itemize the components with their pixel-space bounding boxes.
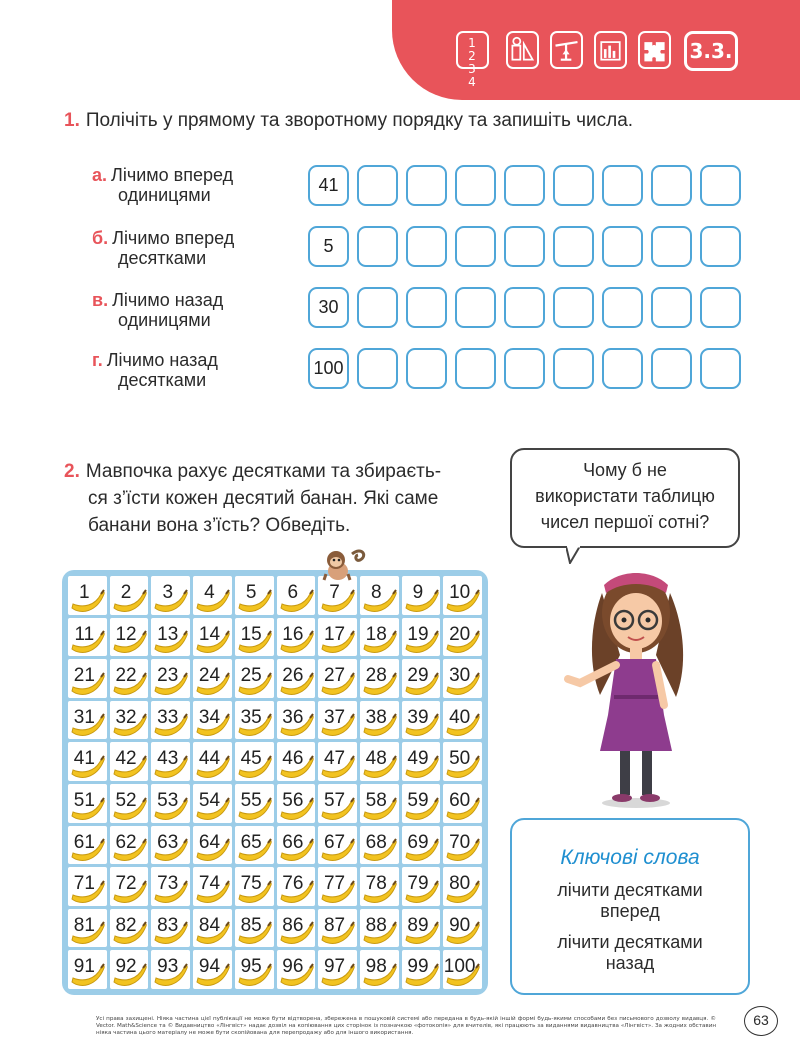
grid-cell-number: 71 <box>73 873 95 895</box>
answer-box[interactable] <box>406 165 447 206</box>
row-letter: а. <box>92 165 108 185</box>
grid-cell-number: 11 <box>74 623 95 645</box>
grid-cell[interactable] <box>151 742 190 781</box>
copyright-notice: Усі права захищені. Ніяка частина цієї публікації не може бути відтворена, збережена в пошуковій системі або передана в будь-якій іншій формі будь-якими способами без письмового дозволу видавця. © Vector. Math&Science та © Видавництво «Лінгвіст» надає дозвіл на копіювання цих сторінок із позначкою «фотокопія» для вчителів, які працюють за виданнями видавництва «Лінгвіст». За жодних обставин ніяка частина цього матеріалу не може бути скопійована для перепродажу або для іншого використання. <box>96 1016 716 1036</box>
answer-box[interactable] <box>504 165 545 206</box>
grid-cell[interactable] <box>110 701 149 740</box>
task1-row-b-label <box>92 228 234 268</box>
grid-cell[interactable] <box>151 867 190 906</box>
keyword-line: лічити десятками <box>557 932 703 952</box>
answer-box[interactable] <box>455 226 496 267</box>
grid-cell-number: 9 <box>412 582 424 603</box>
bubble-line2: використати таблицю <box>535 486 715 506</box>
grid-cell-number: 10 <box>449 582 471 603</box>
grid-cell[interactable] <box>443 909 482 948</box>
row-label-line2: одиницями <box>118 310 211 330</box>
grid-cell[interactable] <box>360 701 399 740</box>
grid-cell-number: 18 <box>365 623 387 645</box>
grid-cell-number: 42 <box>115 748 137 770</box>
grid-cell-number: 3 <box>162 582 174 603</box>
answer-box[interactable] <box>651 226 692 267</box>
grid-cell[interactable] <box>193 826 232 865</box>
grid-cell-number: 86 <box>282 914 304 936</box>
grid-cell-number: 7 <box>329 582 340 603</box>
task2-number: 2. <box>64 461 80 482</box>
grid-cell[interactable] <box>151 784 190 823</box>
grid-cell[interactable] <box>68 950 107 989</box>
answer-box[interactable] <box>406 287 447 328</box>
grid-cell-number: 39 <box>407 706 429 728</box>
grid-cell[interactable] <box>402 826 441 865</box>
grid-cell[interactable] <box>110 826 149 865</box>
grid-cell-number: 80 <box>449 873 471 895</box>
grid-cell-number: 36 <box>282 706 304 728</box>
page-number: 63 <box>744 1006 778 1036</box>
grid-cell[interactable] <box>110 742 149 781</box>
grid-cell[interactable] <box>402 659 441 698</box>
grid-cell[interactable] <box>235 659 274 698</box>
grid-cell-number: 77 <box>323 873 346 895</box>
grid-cell[interactable] <box>110 867 149 906</box>
grid-cell-number: 14 <box>198 623 221 645</box>
digits-icon-row1: 1 2 <box>468 36 479 63</box>
grid-cell-number: 55 <box>240 789 262 811</box>
task2-line3: банани вона з’їсть? Обведіть. <box>88 515 351 536</box>
row-letter: г. <box>92 350 103 370</box>
grid-cell-number: 72 <box>115 873 137 895</box>
grid-cell[interactable] <box>443 784 482 823</box>
grid-cell[interactable] <box>68 618 107 657</box>
grid-cell-number: 62 <box>115 831 137 853</box>
grid-cell[interactable] <box>235 867 274 906</box>
grid-cell-number: 83 <box>157 914 179 936</box>
grid-cell-number: 78 <box>365 873 387 895</box>
answer-box[interactable] <box>357 165 398 206</box>
task1-row-a-boxes <box>308 165 741 206</box>
shapes-icon <box>506 31 539 69</box>
row-label-line2: десятками <box>118 248 207 268</box>
grid-cell-number: 22 <box>115 665 137 687</box>
keyword-line: вперед <box>600 901 660 921</box>
grid-cell-number: 57 <box>323 789 346 811</box>
grid-cell-number: 50 <box>449 748 471 770</box>
grid-cell[interactable] <box>277 701 316 740</box>
lesson-number-badge: 3.3. <box>684 31 738 71</box>
grid-cell[interactable] <box>235 618 274 657</box>
grid-cell-number: 41 <box>73 748 95 770</box>
task1-row-c-boxes <box>308 287 741 328</box>
grid-cell[interactable] <box>68 576 107 615</box>
bubble-line1: Чому б не <box>583 460 667 480</box>
answer-box[interactable] <box>357 287 398 328</box>
grid-cell[interactable] <box>318 950 357 989</box>
grid-cell[interactable] <box>318 826 357 865</box>
grid-cell[interactable] <box>443 576 482 615</box>
grid-cell[interactable] <box>68 784 107 823</box>
grid-cell-number: 23 <box>157 665 179 687</box>
grid-cell[interactable] <box>402 618 441 657</box>
grid-cell-number: 75 <box>240 873 262 895</box>
grid-cell-number: 33 <box>157 706 179 728</box>
grid-cell-number: 28 <box>365 665 387 687</box>
row-label-line2: одиницями <box>118 185 211 205</box>
grid-cell-number: 49 <box>407 748 429 770</box>
grid-cell[interactable] <box>151 950 190 989</box>
grid-cell[interactable] <box>235 909 274 948</box>
task1-row-d-label <box>92 350 218 390</box>
grid-cell-number: 54 <box>198 789 221 811</box>
grid-cell[interactable] <box>193 576 232 615</box>
grid-cell-number: 87 <box>323 914 346 936</box>
grid-cell[interactable] <box>360 659 399 698</box>
grid-cell[interactable] <box>318 618 357 657</box>
task2-line1: Мавпочка рахує десятками та збираєть- <box>85 461 442 482</box>
digits-icon-row2: 3 4 <box>468 62 479 89</box>
grid-cell-number: 66 <box>282 831 304 853</box>
row-label-line1: Лічимо назад <box>112 290 224 310</box>
grid-cell-number: 89 <box>407 914 429 936</box>
grid-cell[interactable] <box>277 618 316 657</box>
grid-cell-number: 56 <box>282 789 304 811</box>
grid-cell-number: 30 <box>449 665 471 687</box>
row-letter: б. <box>92 228 109 248</box>
grid-cell[interactable] <box>235 826 274 865</box>
grid-cell[interactable] <box>151 909 190 948</box>
grid-cell-number: 17 <box>323 623 346 645</box>
grid-cell-number: 73 <box>157 873 179 895</box>
task1-number: 1. <box>64 110 80 131</box>
grid-cell[interactable] <box>318 784 357 823</box>
task1-row-c-label <box>92 290 223 330</box>
grid-cell-number: 95 <box>240 956 262 978</box>
grid-cell-number: 1 <box>79 582 90 603</box>
grid-cell-number: 69 <box>407 831 429 853</box>
digits-icon <box>456 31 489 89</box>
grid-cell[interactable] <box>277 867 316 906</box>
grid-cell-number: 98 <box>365 956 387 978</box>
grid-cell-number: 99 <box>407 956 429 978</box>
row-label-line2: десятками <box>118 370 207 390</box>
grid-cell[interactable] <box>235 742 274 781</box>
task2-line2: ся з’їсти кожен десятий банан. Які саме <box>88 488 439 509</box>
grid-cell[interactable] <box>151 618 190 657</box>
grid-cell[interactable] <box>193 950 232 989</box>
grid-cell[interactable] <box>318 659 357 698</box>
answer-box[interactable] <box>700 287 741 328</box>
grid-cell-number: 6 <box>287 582 299 603</box>
grid-cell[interactable] <box>68 701 107 740</box>
answer-box[interactable] <box>406 348 447 389</box>
grid-cell[interactable] <box>360 909 399 948</box>
grid-cell-number: 90 <box>449 914 471 936</box>
grid-cell[interactable] <box>443 701 482 740</box>
grid-cell[interactable] <box>360 826 399 865</box>
grid-cell-number: 43 <box>157 748 179 770</box>
task1-row-b-boxes <box>308 226 741 267</box>
grid-cell[interactable] <box>318 867 357 906</box>
grid-cell[interactable] <box>151 826 190 865</box>
grid-cell-number: 51 <box>73 789 95 811</box>
task1-title <box>64 110 633 132</box>
grid-cell[interactable] <box>193 784 232 823</box>
grid-cell[interactable] <box>443 659 482 698</box>
grid-cell-number: 88 <box>365 914 387 936</box>
grid-cell[interactable] <box>443 867 482 906</box>
grid-cell-number: 20 <box>449 623 471 645</box>
grid-cell[interactable] <box>110 950 149 989</box>
grid-cell[interactable] <box>193 742 232 781</box>
answer-box[interactable] <box>700 348 741 389</box>
keywords-box <box>510 818 750 995</box>
grid-cell-number: 67 <box>323 831 346 853</box>
grid-cell-number: 59 <box>407 789 429 811</box>
grid-cell[interactable] <box>360 618 399 657</box>
grid-cell[interactable] <box>277 576 316 615</box>
grid-cell[interactable] <box>68 909 107 948</box>
scales-icon <box>550 31 583 69</box>
grid-cell-number: 100 <box>443 956 476 978</box>
monkey-icon <box>322 544 368 584</box>
grid-cell[interactable] <box>402 950 441 989</box>
grid-cell[interactable] <box>235 950 274 989</box>
grid-cell-number: 46 <box>282 748 304 770</box>
grid-cell[interactable] <box>277 826 316 865</box>
grid-cell[interactable] <box>193 909 232 948</box>
task2-text <box>64 458 494 539</box>
row-label-line1: Лічимо вперед <box>112 228 235 248</box>
grid-cell-number: 13 <box>157 623 179 645</box>
grid-cell-number: 64 <box>198 831 221 853</box>
answer-box[interactable] <box>455 348 496 389</box>
grid-cell-number: 45 <box>240 748 262 770</box>
grid-cell[interactable] <box>110 909 149 948</box>
grid-cell[interactable] <box>360 742 399 781</box>
answer-box[interactable] <box>455 287 496 328</box>
answer-box-start[interactable]: 100 <box>308 348 349 389</box>
grid-cell[interactable] <box>68 659 107 698</box>
grid-cell[interactable] <box>110 618 149 657</box>
grid-cell-number: 26 <box>282 665 304 687</box>
answer-box[interactable] <box>602 348 643 389</box>
grid-cell[interactable] <box>68 867 107 906</box>
grid-cell[interactable] <box>110 659 149 698</box>
grid-cell-number: 47 <box>323 748 346 770</box>
grid-cell-number: 4 <box>204 582 215 603</box>
grid-cell[interactable] <box>318 909 357 948</box>
grid-cell[interactable] <box>277 784 316 823</box>
grid-cell-number: 5 <box>245 582 257 603</box>
answer-box[interactable] <box>455 165 496 206</box>
grid-cell[interactable] <box>68 826 107 865</box>
grid-cell-number: 48 <box>365 748 387 770</box>
row-label-line1: Лічимо назад <box>106 350 218 370</box>
task1-text: Полічіть у прямому та зворотному порядку та запишіть числа. <box>85 110 634 131</box>
grid-cell-number: 63 <box>157 831 179 853</box>
grid-cell-number: 60 <box>449 789 471 811</box>
grid-cell[interactable] <box>402 784 441 823</box>
grid-cell[interactable] <box>402 701 441 740</box>
grid-cell-number: 68 <box>365 831 387 853</box>
grid-cell-number: 92 <box>115 956 137 978</box>
hundred-chart <box>62 570 488 995</box>
answer-box[interactable] <box>553 226 594 267</box>
grid-cell-number: 38 <box>365 706 387 728</box>
grid-cell[interactable] <box>360 576 399 615</box>
keyword-count-forward <box>512 880 748 922</box>
grid-cell-number: 8 <box>370 582 382 603</box>
grid-cell[interactable] <box>277 742 316 781</box>
girl-illustration <box>560 555 710 810</box>
answer-box[interactable] <box>700 226 741 267</box>
grid-cell-number: 61 <box>73 831 95 853</box>
answer-box-start[interactable]: 41 <box>308 165 349 206</box>
bar-chart-icon <box>594 31 627 69</box>
row-letter: в. <box>92 290 109 310</box>
grid-cell[interactable] <box>277 909 316 948</box>
grid-cell-number: 76 <box>282 873 304 895</box>
grid-cell-number: 31 <box>73 706 95 728</box>
grid-cell[interactable] <box>235 784 274 823</box>
answer-box[interactable] <box>602 226 643 267</box>
answer-box[interactable] <box>602 165 643 206</box>
grid-cell-number: 27 <box>323 665 346 687</box>
grid-cell[interactable] <box>235 701 274 740</box>
grid-cell[interactable] <box>318 742 357 781</box>
grid-cell[interactable] <box>151 701 190 740</box>
grid-cell-number: 84 <box>198 914 221 936</box>
grid-cell-number: 32 <box>115 706 137 728</box>
grid-cell[interactable] <box>277 950 316 989</box>
grid-cell[interactable] <box>193 867 232 906</box>
bubble-line3: чисел першої сотні? <box>540 512 710 532</box>
grid-cell[interactable] <box>443 950 482 989</box>
grid-cell-number: 44 <box>198 748 221 770</box>
grid-cell-number: 15 <box>240 623 262 645</box>
grid-cell[interactable] <box>402 742 441 781</box>
grid-cell-number: 82 <box>115 914 137 936</box>
puzzle-icon <box>638 31 671 69</box>
grid-cell[interactable] <box>151 659 190 698</box>
grid-cell[interactable] <box>193 701 232 740</box>
grid-cell[interactable] <box>360 867 399 906</box>
grid-cell-number: 21 <box>73 665 95 687</box>
grid-cell-number: 2 <box>120 582 132 603</box>
grid-cell[interactable] <box>360 784 399 823</box>
grid-cell-number: 96 <box>282 956 304 978</box>
grid-cell[interactable] <box>360 950 399 989</box>
grid-cell[interactable] <box>110 576 149 615</box>
answer-box[interactable] <box>553 287 594 328</box>
grid-cell-number: 16 <box>282 623 304 645</box>
grid-cell[interactable] <box>151 576 190 615</box>
answer-box-start[interactable]: 5 <box>308 226 349 267</box>
keyword-line: лічити десятками <box>557 880 703 900</box>
grid-cell-number: 91 <box>73 956 95 978</box>
grid-cell[interactable] <box>110 784 149 823</box>
grid-cell[interactable] <box>443 826 482 865</box>
grid-cell[interactable] <box>68 742 107 781</box>
speech-bubble <box>510 448 740 548</box>
answer-box[interactable] <box>357 226 398 267</box>
answer-box[interactable] <box>553 165 594 206</box>
answer-box[interactable] <box>651 348 692 389</box>
grid-cell[interactable] <box>402 909 441 948</box>
grid-cell-number: 85 <box>240 914 262 936</box>
grid-cell-number: 81 <box>73 914 95 936</box>
answer-box[interactable] <box>504 226 545 267</box>
grid-cell-number: 58 <box>365 789 387 811</box>
answer-box[interactable] <box>406 226 447 267</box>
row-label-line1: Лічимо вперед <box>111 165 234 185</box>
grid-cell[interactable] <box>235 576 274 615</box>
grid-cell[interactable] <box>443 742 482 781</box>
grid-cell-number: 97 <box>323 956 346 978</box>
grid-cell[interactable] <box>277 659 316 698</box>
grid-cell[interactable] <box>402 576 441 615</box>
grid-cell-number: 40 <box>449 706 471 728</box>
grid-cell-number: 25 <box>240 665 262 687</box>
keyword-count-backward <box>512 932 748 974</box>
grid-cell-number: 34 <box>198 706 221 728</box>
task1-row-a-label <box>92 165 233 205</box>
grid-cell-number: 53 <box>157 789 179 811</box>
grid-cell[interactable] <box>318 701 357 740</box>
grid-cell-number: 19 <box>407 623 429 645</box>
answer-box[interactable] <box>357 348 398 389</box>
answer-box[interactable] <box>651 165 692 206</box>
answer-box-start[interactable]: 30 <box>308 287 349 328</box>
answer-box[interactable] <box>504 287 545 328</box>
keyword-line: назад <box>605 953 655 973</box>
grid-cell-number: 35 <box>240 706 262 728</box>
grid-cell[interactable] <box>402 867 441 906</box>
grid-cell[interactable] <box>443 618 482 657</box>
grid-cell-number: 24 <box>198 665 221 687</box>
grid-cell-number: 70 <box>449 831 471 853</box>
answer-box[interactable] <box>504 348 545 389</box>
task1-row-d-boxes <box>308 348 741 389</box>
answer-box[interactable] <box>553 348 594 389</box>
grid-cell[interactable] <box>193 659 232 698</box>
grid-cell-number: 12 <box>115 623 137 645</box>
grid-cell[interactable] <box>193 618 232 657</box>
grid-cell-number: 29 <box>407 665 429 687</box>
grid-cell-number: 93 <box>157 956 179 978</box>
keywords-title: Ключові слова <box>560 846 700 869</box>
answer-box[interactable] <box>700 165 741 206</box>
grid-cell-number: 94 <box>198 956 221 978</box>
answer-box[interactable] <box>602 287 643 328</box>
grid-cell-number: 52 <box>115 789 137 811</box>
grid-cell-number: 74 <box>198 873 221 895</box>
answer-box[interactable] <box>651 287 692 328</box>
grid-cell-number: 79 <box>407 873 429 895</box>
grid-cell-number: 37 <box>323 706 346 728</box>
grid-cell-number: 65 <box>240 831 262 853</box>
